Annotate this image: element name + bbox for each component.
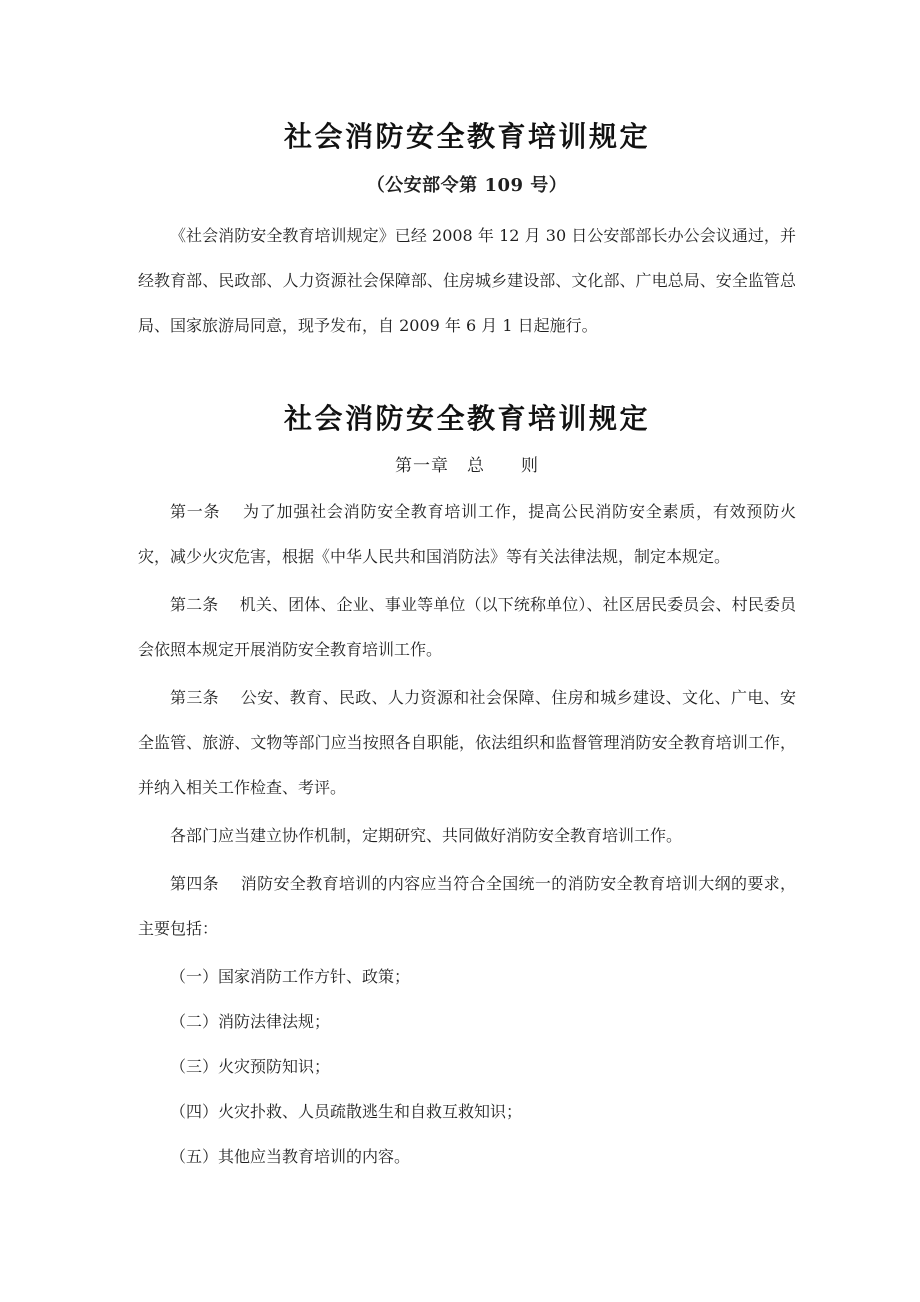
preamble-paragraph: 《社会消防安全教育培训规定》已经 2008 年 12 月 30 日公安部部长办公会议通过，并经教育部、民政部、人力资源社会保障部、住房城乡建设部、文化部、广电总局、安全监管总局、国家旅游局同意，现予发布，自 2009 年 6 月 1 日起施行。 [138,226,796,335]
article-4-item-list [138,954,796,1179]
article-1-paragraph: 第一条 为了加强社会消防安全教育培训工作，提高公民消防安全素质，有效预防火灾，减少火灾危害，根据《中华人民共和国消防法》等有关法律法规，制定本规定。 [138,502,796,566]
article-4-item-2: （二）消防法律法规； [170,1012,331,1031]
document-title: 社会消防安全教育培训规定 [283,120,650,153]
article-4-item-1: （一）国家消防工作方针、政策； [170,967,411,986]
article-4-item-4: （四）火灾扑救、人员疏散逃生和自救互救知识； [170,1102,523,1121]
chapter-heading: 第一章 总 则 [395,456,539,476]
article-3-paragraph: 第三条 公安、教育、民政、人力资源和社会保障、住房和城乡建设、文化、广电、安全监管、旅游、文物等部门应当按照各自职能，依法组织和监督管理消防安全教育培训工作，并纳入相关工作检查、考评。 [138,688,796,797]
article-4-item-3: （三）火灾预防知识； [170,1057,331,1076]
article-4-paragraph: 第四条 消防安全教育培训的内容应当符合全国统一的消防安全教育培训大纲的要求，主要包括： [138,874,796,938]
body-section-title: 社会消防安全教育培训规定 [283,402,650,435]
article-4-item-5: （五）其他应当教育培训的内容。 [170,1147,411,1166]
article-2-paragraph: 第二条 机关、团体、企业、事业等单位（以下统称单位）、社区居民委员会、村民委员会依照本规定开展消防安全教育培训工作。 [138,595,796,659]
article-3-supplement-paragraph: 各部门应当建立协作机制，定期研究、共同做好消防安全教育培训工作。 [170,826,683,845]
document-subtitle: （公安部令第 109 号） [366,175,568,196]
